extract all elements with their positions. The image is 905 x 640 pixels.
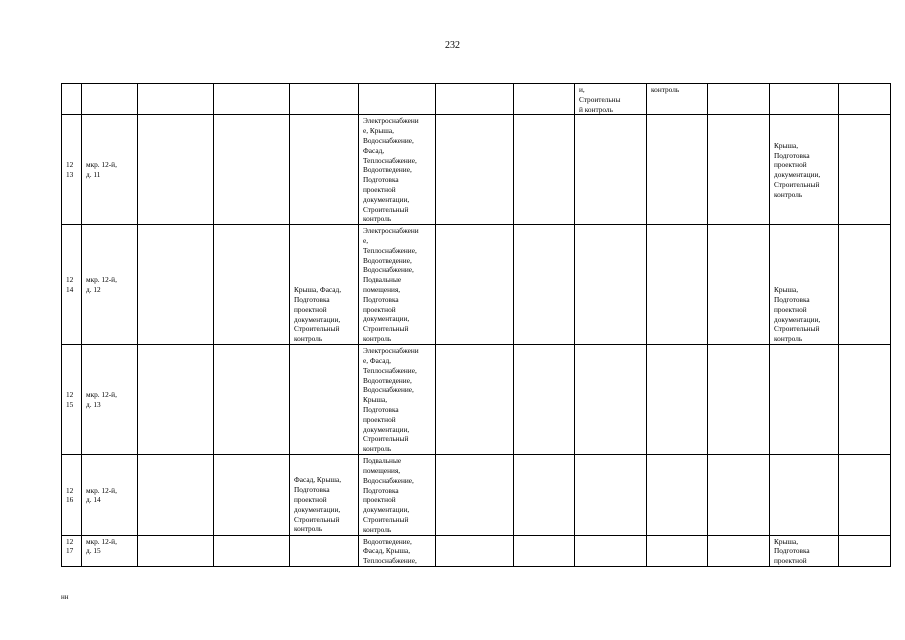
cell — [647, 225, 708, 345]
cell — [514, 115, 575, 225]
cell — [214, 455, 290, 535]
cell — [708, 345, 770, 455]
cell — [575, 455, 647, 535]
cell — [708, 115, 770, 225]
cell — [514, 345, 575, 455]
address: мкр. 12-й, д. 12 — [82, 225, 138, 345]
cell — [290, 84, 359, 115]
table-row — [62, 455, 891, 535]
address: мкр. 12-й, д. 14 — [82, 455, 138, 535]
works-2017: Крыша, Фасад, Подготовка проектной документации, Строительный контроль — [290, 225, 359, 345]
table-row — [62, 345, 891, 455]
cell — [214, 535, 290, 566]
works-later — [770, 455, 839, 535]
works-later — [770, 345, 839, 455]
cell — [138, 84, 214, 115]
works-2017 — [290, 345, 359, 455]
address: мкр. 12-й, д. 11 — [82, 115, 138, 225]
cell — [575, 535, 647, 566]
cell — [770, 84, 839, 115]
table-row — [62, 115, 891, 225]
works-2017: Фасад, Крыша, Подготовка проектной документации, Строительный контроль — [290, 455, 359, 535]
cell — [708, 535, 770, 566]
cell — [839, 535, 891, 566]
row-number: 12 13 — [62, 115, 82, 225]
cell — [839, 345, 891, 455]
cell — [138, 455, 214, 535]
cell — [214, 84, 290, 115]
row-number: 12 17 — [62, 535, 82, 566]
cell — [214, 345, 290, 455]
table-row — [62, 225, 891, 345]
cell — [514, 84, 575, 115]
cell — [839, 455, 891, 535]
cell — [436, 455, 514, 535]
table-row-continuation — [62, 84, 891, 115]
cell — [647, 535, 708, 566]
cell — [647, 115, 708, 225]
works-2017 — [290, 535, 359, 566]
cell — [647, 345, 708, 455]
works-later: Крыша, Подготовка проектной документации, Строительный контроль — [770, 225, 839, 345]
cell-c8: и, Строительны й контроль — [575, 84, 647, 115]
cell — [839, 84, 891, 115]
cell — [575, 115, 647, 225]
cell — [436, 535, 514, 566]
footer-note: нн — [61, 593, 69, 601]
page-number: 232 — [445, 40, 460, 51]
works-2018: Электроснабжени е, Фасад, Теплоснабжение, Водоотведение, Водоснабжение, Крыша, Подготовка проектной документации, Строительный контроль — [359, 345, 436, 455]
cell — [436, 225, 514, 345]
cell — [575, 225, 647, 345]
cell — [138, 225, 214, 345]
cell — [647, 455, 708, 535]
repair-schedule-table — [61, 83, 891, 567]
cell — [575, 345, 647, 455]
works-2017 — [290, 115, 359, 225]
works-later: Крыша, Подготовка проектной — [770, 535, 839, 566]
cell — [839, 115, 891, 225]
cell-c9: контроль — [647, 84, 708, 115]
cell — [138, 345, 214, 455]
cell — [436, 84, 514, 115]
row-number: 12 16 — [62, 455, 82, 535]
works-2018: Электроснабжени е, Теплоснабжение, Водоотведение, Водоснабжение, Подвальные помещения, Подготовка проектной документации, Строительный контроль — [359, 225, 436, 345]
address: мкр. 12-й, д. 15 — [82, 535, 138, 566]
cell — [839, 225, 891, 345]
cell — [138, 535, 214, 566]
cell — [62, 84, 82, 115]
works-2018: Водоотведение, Фасад, Крыша, Теплоснабжение, — [359, 535, 436, 566]
cell — [514, 455, 575, 535]
address: мкр. 12-й, д. 13 — [82, 345, 138, 455]
cell — [436, 115, 514, 225]
cell — [708, 84, 770, 115]
cell — [359, 84, 436, 115]
cell — [514, 535, 575, 566]
cell — [708, 225, 770, 345]
cell — [82, 84, 138, 115]
works-2018: Подвальные помещения, Водоснабжение, Подготовка проектной документации, Строительный контроль — [359, 455, 436, 535]
table-row — [62, 535, 891, 566]
row-number: 12 15 — [62, 345, 82, 455]
row-number: 12 14 — [62, 225, 82, 345]
cell — [708, 455, 770, 535]
cell — [514, 225, 575, 345]
cell — [436, 345, 514, 455]
works-later: Крыша, Подготовка проектной документации, Строительный контроль — [770, 115, 839, 225]
cell — [214, 225, 290, 345]
cell — [214, 115, 290, 225]
works-2018: Электроснабжени е, Крыша, Водоснабжение, Фасад, Теплоснабжение, Водоотведение, Подготовка проектной документации, Строительный контроль — [359, 115, 436, 225]
cell — [138, 115, 214, 225]
